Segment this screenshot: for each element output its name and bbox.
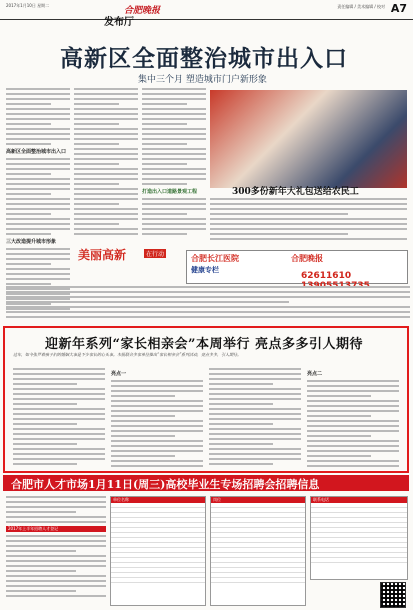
hospital-advert (186, 250, 408, 284)
article-text (6, 88, 70, 145)
masthead (0, 0, 413, 20)
middle-subheading: 打造出入口道路景观工程 (142, 189, 198, 195)
masthead-date: 2017年1月10日 星期二 (6, 3, 50, 8)
table-header: 联系电话 (311, 497, 407, 503)
section-label: 发布厅 (104, 17, 134, 28)
photo-headline: 300多份新年大礼包送给农民工 (232, 187, 359, 197)
brand-banner-tag: 在行动 (146, 251, 165, 258)
hl-subheading-2: 亮点二 (307, 371, 323, 377)
main-headline: 高新区全面整治城市出入口 (60, 45, 348, 72)
hl-subheading-1: 亮点一 (111, 371, 127, 377)
article-text (74, 88, 138, 235)
photo-article-text (210, 198, 407, 243)
left-subheading-1: 高新区全面整治城市出入口 (6, 149, 67, 155)
middle-article-column-1 (74, 88, 138, 238)
article-text (142, 198, 206, 235)
hl-column-2 (111, 368, 203, 470)
hl-column-4 (307, 368, 399, 470)
recruitment-banner-text: 合肥市人才市场1月11日(周三)高校毕业生专场招聘会招聘信息 (11, 478, 320, 491)
qr-code-icon (380, 582, 406, 608)
continued-text (6, 286, 410, 321)
article-text (210, 198, 407, 240)
article-text (6, 158, 70, 235)
article-text (6, 496, 106, 523)
hl-column-3 (209, 368, 301, 468)
table-header: 岗位 (211, 497, 305, 503)
recruitment-table-1 (110, 496, 206, 606)
masthead-editors: 责任编辑 / 美术编辑 / 校对 (337, 4, 385, 9)
news-photo (210, 90, 407, 188)
article-text (6, 535, 106, 597)
page-number: A7 (390, 2, 407, 15)
recruitment-left-heading: 2017年上半年招聘人才登记 (6, 526, 106, 532)
advert-paper-name: 合肥晚报 (291, 254, 323, 263)
article-text (142, 88, 206, 185)
advert-hospital-name: 合肥长江医院 (191, 254, 239, 263)
recruitment-left-column (6, 496, 106, 600)
middle-article-column-2 (142, 88, 206, 238)
article-text (13, 368, 105, 465)
advert-column-name: 健康专栏 (191, 266, 219, 274)
recruitment-table-3 (310, 496, 408, 580)
masthead-logo: 合肥晚报 (124, 6, 161, 16)
highlighted-article-title: 迎新年系列“家长相亲会”本周举行 亮点多多引人期待 (45, 337, 363, 352)
highlighted-article-intro: 过年，如今张罗着孩子们的婚姻大事是不少家长的心头事。本报联合多家单位推出“家长相亲会”系列活动，亮点多多，引人期待。 (13, 352, 242, 357)
brand-banner-title: 美丽高新 (78, 248, 127, 262)
left-subheading-2: 三大改造提升城市形象 (6, 239, 57, 245)
highlighted-article (3, 326, 409, 473)
article-text (209, 368, 301, 465)
brand-banner (78, 246, 183, 264)
article-text (307, 380, 399, 467)
table-header: 单位名称 (111, 497, 205, 503)
advert-phone: 62611610 (301, 271, 352, 281)
main-subtitle: 集中三个月 塑造城市门户新形象 (138, 75, 267, 85)
recruitment-banner (3, 475, 409, 491)
left-article-column (6, 88, 70, 313)
article-text (6, 286, 410, 318)
recruitment-table-2 (210, 496, 306, 606)
hl-column-1 (13, 368, 105, 468)
article-text (111, 380, 203, 467)
